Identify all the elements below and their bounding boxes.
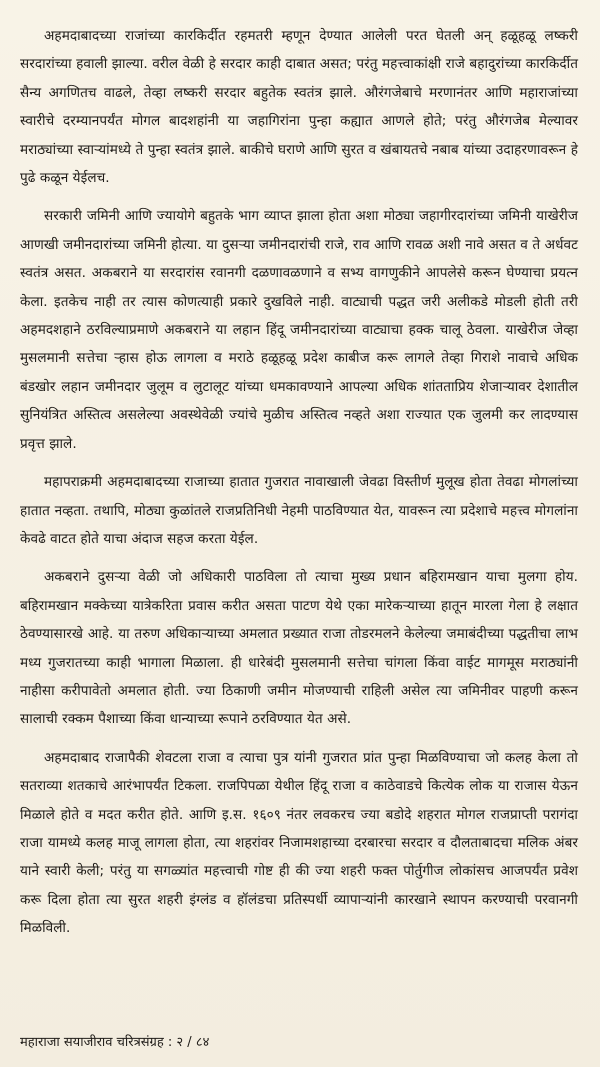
paragraph-5: अहमदाबाद राजापैकी शेवटला राजा व त्याचा पुत्र यांनी गुजरात प्रांत पुन्हा मिळविण्याचा जो कलह केला तो सतराव्या शतकाचे आरंभापर्यंत टिकला. राजपिपळा येथील हिंदू राजा व काठेवाडचे कित्येक लोक या राजास येऊन मिळाले होते व मदत करीत होते. आणि इ.स. १६०९ नंतर लवकरच ज्या बडोदे शहरात मोगल राजप्राप्ती परागंदा राजा यामध्ये कलह माजू लागला होता, त्या शहरांवर निजामशहाच्या दरबारचा सरदार व दौलताबादचा मलिक अंबर याने स्वारी केली; परंतु या सगळ्यांत महत्त्वाची गोष्ट ही की ज्या शहरी फक्त पोर्तुगीज लोकांसच आजपर्यंत प्रवेश करू दिला होता त्या सुरत शहरी इंग्लंड व हॉलंडचा प्रतिस्पर्धी व्यापाऱ्यांनी कारखाने स्थापन करण्याची परवानगी मिळविली. [20, 749, 578, 937]
body-text [20, 22, 578, 943]
paragraph-2: सरकारी जमिनी आणि ज्यायोगे बहुतके भाग व्याप्त झाला होता अशा मोठ्या जहागीरदारांच्या जमिनी याखेरीज आणखी जमीनदारांच्या जमिनी होत्या. या दुसऱ्या जमीनदारांची राजे, राव आणि रावळ अशी नावे असत व ते अर्धवट स्वतंत्र असत. अकबराने या सरदारांस रवानगी दळणावळणाने व सभ्य वागणुकीने आपलेसे करून घेण्याचा प्रयत्न केला. इतकेच नाही तर त्यास कोणत्याही प्रकारे दुखविले नाही. वाट्याची पद्धत जरी अलीकडे मोडली होती तरी अहमदशहाने ठरविल्याप्रमाणे अकबराने या लहान हिंदू जमीनदारांच्या वाट्याचा हक्क चालू ठेवला. याखेरीज जेव्हा मुसलमानी सत्तेचा ऱ्हास होऊ लागला व मराठे हळूहळू प्रदेश काबीज करू लागले तेव्हा गिराशे नावाचे अधिक बंडखोर लहान जमीनदार जुलूम व लुटालूट यांच्या धमकावण्याने आपल्या अधिक शांतताप्रिय शेजाऱ्यावर देशातील सुनियंत्रित अस्तित्व असलेल्या अवस्थेवेळी ज्यांचे मुळीच अस्तित्व नव्हते अशा राज्यात एक जुलमी कर लादण्यास प्रवृत्त झाले. [20, 208, 578, 452]
paragraph-1: अहमदाबादच्या राजांच्या कारकिर्दीत रहमतरी म्हणून देण्यात आलेली परत घेतली अन् हळूहळू लष्करी सरदारांच्या हवाली झाल्या. वरील वेळी हे सरदार काही दाबात असत; परंतु महत्त्वाकांक्षी राजे बहादुरांच्या कारकिर्दीत सैन्य अगणितच वाढले, तेव्हा लष्करी सरदार बहुतेक स्वतंत्र झाले. औरंगजेबाचे मरणानंतर आणि महाराजांच्या स्वारीचे दरम्यानपर्यंत मोगल बादशहांनी या जहागिरांना पुन्हा कह्यात आणले होते; परंतु औरंगजेब मेल्यावर मराठ्यांच्या स्वाऱ्यांमध्ये ते पुन्हा स्वतंत्र झाले. बाकीचे घराणे आणि सुरत व खंबायतचे नबाब यांच्या उदाहरणावरून हे पुढे कळून येईलच. [20, 28, 578, 187]
page-footer: महाराजा सयाजीराव चरित्रसंग्रह : २ / ८४ [20, 1035, 210, 1050]
paragraph-4: अकबराने दुसऱ्या वेळी जो अधिकारी पाठविला तो त्याचा मुख्य प्रधान बहिरामखान याचा मुलगा होय. बहिरामखान मक्केच्या यात्रेकरिता प्रवास करीत असता पाटण येथे एका मारेकऱ्याच्या हातून मारला गेला हे लक्षात ठेवण्यासारखे आहे. या तरुण अधिकाऱ्याच्या अमलात प्रख्यात राजा तोडरमलने केलेल्या जमाबंदीच्या पद्धतीचा लाभ मध्य गुजरातच्या काही भागाला मिळाला. ही धारेबंदी मुसलमानी सत्तेचा चांगला किंवा वाईट मागमूस मराठ्यांनी नाहीसा करीपावेतो अमलात होती. ज्या ठिकाणी जमीन मोजण्याची राहिली असेल त्या जमिनीवर पाहणी करून सालाची रक्कम पैशाच्या किंवा धान्याच्या रूपाने ठरविण्यात येत असे. [20, 569, 578, 728]
paragraph-3: महापराक्रमी अहमदाबादच्या राजाच्या हातात गुजरात नावाखाली जेवढा विस्तीर्ण मुलूख होता तेवढा मोगलांच्या हातात नव्हता. तथापि, मोठ्या कुळांतले राजप्रतिनिधी नेहमी पाठविण्यात येत, यावरून त्या प्रदेशाचे महत्त्व मोगलांना केवढे वाटत होते याचा अंदाज सहज करता येईल. [20, 474, 578, 547]
